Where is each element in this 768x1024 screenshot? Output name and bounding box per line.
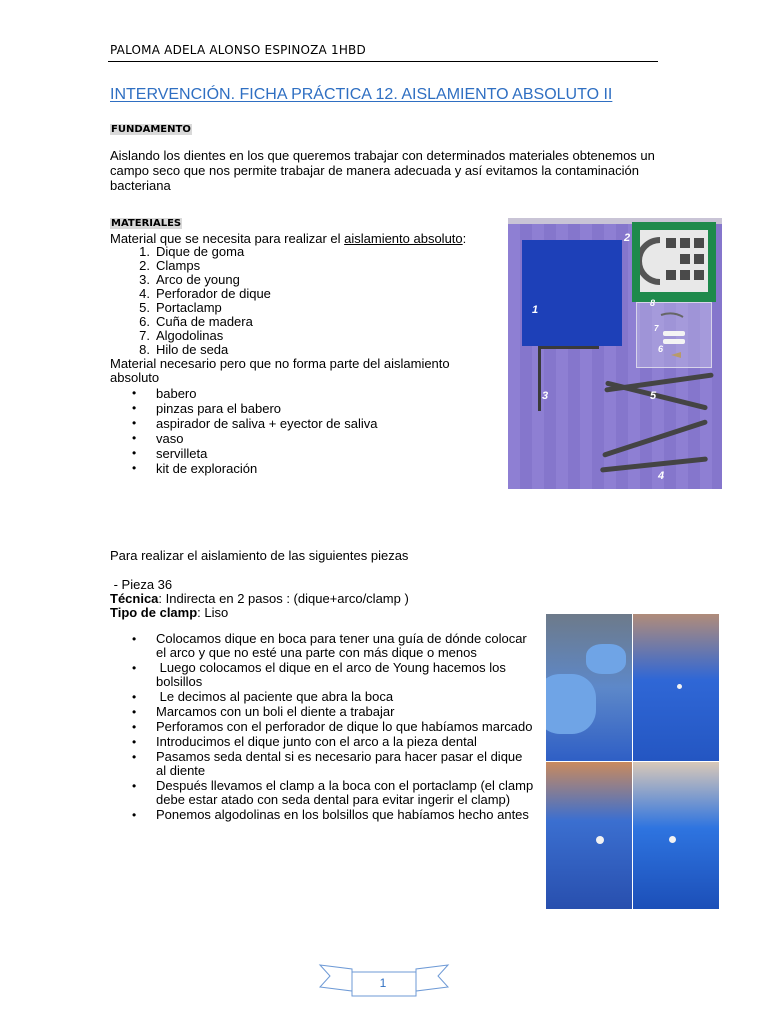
list-item: • pinzas para el babero: [110, 401, 377, 416]
section-label-materiales: MATERIALES: [111, 218, 182, 229]
procedure-photo-4: [633, 762, 719, 909]
section-label-fundamento: FUNDAMENTO: [111, 124, 191, 135]
photo-label-3: 3: [542, 390, 549, 402]
procedure-photo-2: [633, 614, 719, 761]
photo-dam-hole: [596, 836, 604, 844]
procedure-photo-collage: [546, 614, 719, 909]
photo-label-1: 1: [532, 304, 539, 316]
photo-label-7: 7: [654, 324, 659, 333]
list-item: • Ponemos algodolinas en los bolsillos que habíamos hecho antes: [110, 808, 534, 822]
list-item-text: Perforador de dique: [156, 286, 271, 301]
tray-contents: [637, 303, 711, 367]
procedure-steps: [110, 632, 534, 823]
list-item: • babero: [110, 386, 377, 401]
intro-text: Material que se necesita para realizar el: [110, 231, 345, 246]
list-item: 6. Cuña de madera: [139, 314, 253, 329]
intro-colon: :: [462, 231, 467, 246]
list-item: • Colocamos dique en boca para tener una guía de dónde colocar el arco y que no esté una parte con más dique o menos: [110, 632, 534, 660]
list-item: 3. Arco de young: [139, 272, 240, 287]
clamp-value: : Liso: [197, 605, 229, 620]
clamp-label: Tipo de clamp: [110, 605, 198, 620]
photo-label-2: 2: [624, 232, 631, 244]
list-item: 1. Dique de goma: [139, 244, 245, 259]
photo-glove: [546, 674, 596, 734]
list-item: 5. Portaclamp: [139, 300, 222, 315]
list-item-text: Dique de goma: [156, 244, 245, 259]
photo-label-5: 5: [650, 390, 657, 402]
fundamento-text: Aislando los dientes en los que queremos trabajar con determinados materiales obtenemos un campo seco que nos permite trabajar de manera adecuada y así evitamos la contaminación bacteriana: [110, 148, 655, 193]
list-item: • Perforamos con el perforador de dique lo que habíamos marcado: [110, 720, 534, 734]
photo-clear-tray: [636, 302, 712, 368]
list-item: 7. Algodolinas: [139, 328, 224, 343]
procedure-intro: Para realizar el aislamiento de las siguientes piezas: [110, 548, 409, 563]
list-item: 2. Clamps: [139, 258, 201, 273]
photo-label-4: 4: [658, 470, 665, 482]
photo-dam-hole: [677, 684, 682, 689]
header-rule: [108, 61, 658, 62]
list-item: • Le decimos al paciente que abra la boca: [110, 690, 534, 704]
page-number: 1: [379, 976, 387, 990]
procedure-tecnica: [110, 591, 409, 606]
list-item-text: Hilo de seda: [156, 342, 229, 357]
materials-list: [110, 245, 271, 357]
list-item: • vaso: [110, 431, 377, 446]
list-item: 4. Perforador de dique: [139, 286, 271, 301]
list-item-text: Cuña de madera: [156, 314, 253, 329]
tecnica-value: : Indirecta en 2 pasos : (dique+arco/clamp ): [158, 591, 409, 606]
list-item: • kit de exploración: [110, 461, 377, 476]
list-item-text: Algodolinas: [156, 328, 224, 343]
photo-clamp-box-inner: [640, 230, 708, 292]
photo-label-8: 8: [650, 298, 656, 308]
extra-materials-list: [110, 386, 377, 476]
extra-materials-intro: Material necesario pero que no forma parte del aislamiento absoluto: [110, 356, 450, 385]
photo-glove: [586, 644, 626, 674]
list-item: 8. Hilo de seda: [139, 342, 229, 357]
photo-dam-hole: [669, 836, 676, 843]
photo-rubber-dam: [522, 240, 622, 346]
list-item: • Después llevamos el clamp a la boca con el portaclamp (el clamp debe estar atado con seda dental para evitar ingerir el clamp): [110, 779, 534, 807]
photo-label-6: 6: [658, 344, 664, 354]
list-item: • Introducimos el dique junto con el arco a la pieza dental: [110, 735, 534, 749]
document-title: INTERVENCIÓN. FICHA PRÁCTICA 12. AISLAMIENTO ABSOLUTO II: [110, 86, 613, 103]
procedure-clamp-type: [110, 605, 228, 620]
procedure-piece: - Pieza 36: [110, 577, 173, 592]
list-item-text: Arco de young: [156, 272, 240, 287]
list-item-text: Clamps: [156, 258, 201, 273]
clamp-box-compartments: [640, 230, 708, 292]
list-item: • Luego colocamos el dique en el arco de Young hacemos los bolsillos: [110, 661, 534, 689]
intro-underlined-term: aislamiento absoluto: [344, 231, 463, 246]
document-header: PALOMA ADELA ALONSO ESPINOZA 1HBD: [110, 43, 366, 57]
procedure-photo-3: [546, 762, 632, 909]
list-item: • Marcamos con un boli el diente a trabajar: [110, 705, 534, 719]
list-item: • servilleta: [110, 446, 377, 461]
materials-photo: [508, 218, 722, 489]
list-item-text: Portaclamp: [156, 300, 222, 315]
tecnica-label: Técnica: [110, 591, 159, 606]
procedure-photo-1: [546, 614, 632, 761]
list-item: • aspirador de saliva + eyector de saliva: [110, 416, 377, 431]
list-item: • Pasamos seda dental si es necesario para hacer pasar el dique al diente: [110, 750, 534, 778]
